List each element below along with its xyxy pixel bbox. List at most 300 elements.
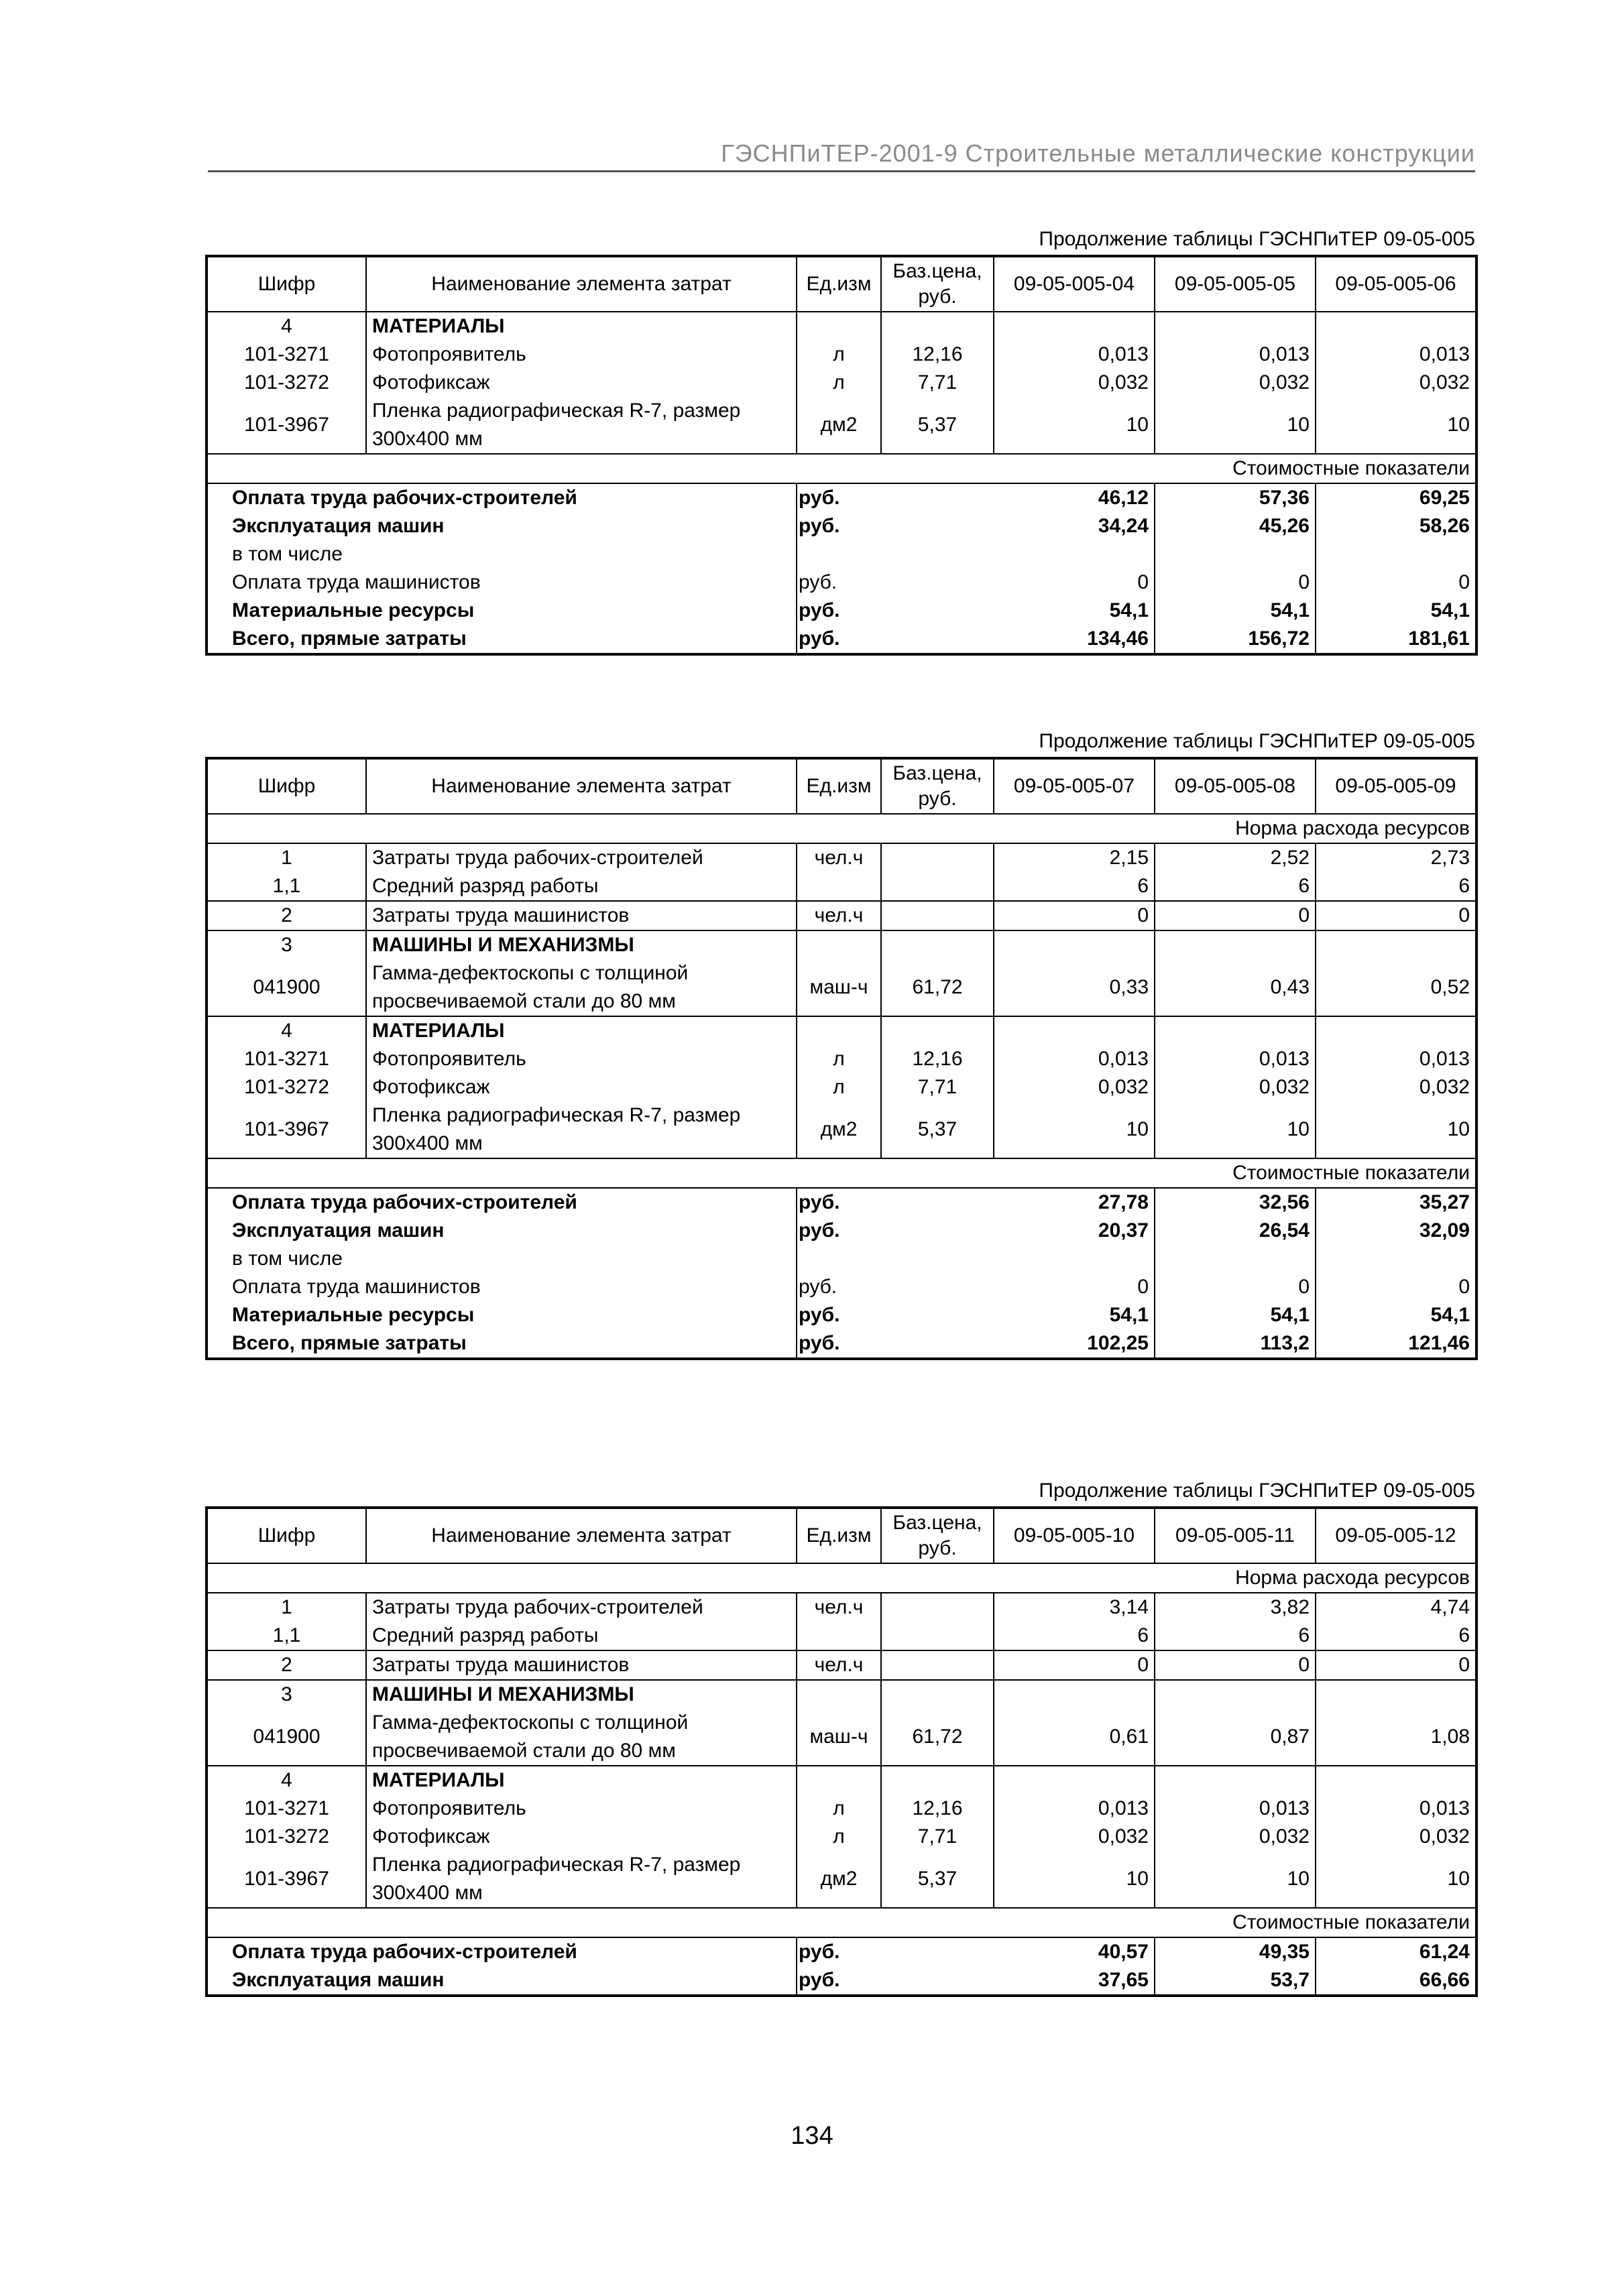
cost-unit: руб.: [799, 627, 840, 650]
cost-unit: руб.: [799, 1304, 840, 1326]
table-header-row: [207, 1508, 1476, 1563]
resource-value: 0,032: [1419, 1825, 1470, 1848]
cost-value: [1155, 1245, 1316, 1273]
cost-value: 40,57: [994, 1937, 1155, 1966]
resource-value: 6: [994, 872, 1155, 901]
resource-value: 2,15: [994, 843, 1155, 872]
resource-name: МАТЕРИАЛЫ: [366, 1016, 797, 1045]
resource-value: [1316, 312, 1476, 341]
resource-code: 041900: [207, 1709, 366, 1766]
table-3-caption: Продолжение таблицы ГЭСНПиТЕР 09-05-005: [1039, 1479, 1475, 1502]
cost-unit: руб.: [799, 1191, 840, 1213]
cost-value: 54,1: [1430, 599, 1470, 621]
resource-name: МАТЕРИАЛЫ: [366, 1766, 797, 1795]
cost-price-blank: [881, 1217, 994, 1245]
resource-value: 0,032: [1155, 369, 1316, 397]
resource-unit: маш-ч: [797, 1709, 881, 1766]
resource-code: 4: [207, 312, 366, 341]
cost-price-blank: [881, 1245, 994, 1273]
cost-value: 53,7: [1155, 1966, 1316, 1996]
resource-row: [207, 1823, 1476, 1851]
cost-row: [207, 1301, 1476, 1329]
cost-value: 61,24: [1419, 1941, 1470, 1963]
resource-value: [994, 1680, 1155, 1709]
resource-price: 12,16: [881, 1795, 994, 1823]
resource-code: 101-3967: [207, 397, 366, 454]
resource-value: 6: [1155, 1622, 1316, 1650]
resource-code: 3: [207, 1680, 366, 1709]
resource-price: [881, 312, 994, 341]
resource-value: [1155, 312, 1316, 341]
resource-price: [881, 1766, 994, 1795]
resource-row: [207, 1766, 1476, 1795]
col-price-header: Баз.цена, руб.: [881, 758, 994, 814]
resource-value: 10: [994, 1851, 1155, 1908]
resource-code: 2: [207, 1650, 366, 1680]
resource-row: [207, 369, 1476, 397]
resource-unit: дм2: [797, 1851, 881, 1908]
resource-value: 6: [994, 1622, 1155, 1650]
cost-value: 37,65: [994, 1966, 1155, 1996]
resource-value: 6: [1458, 1624, 1470, 1646]
resource-value: [994, 1766, 1155, 1795]
cost-value: [994, 540, 1155, 568]
cost-value: 27,78: [994, 1188, 1155, 1217]
resource-code: 101-3271: [207, 1795, 366, 1823]
resource-unit: л: [797, 1045, 881, 1073]
resource-code: 1,1: [207, 1622, 366, 1650]
resource-code: 101-3272: [207, 1073, 366, 1101]
resource-value: 6: [1155, 872, 1316, 901]
cost-row: [207, 1273, 1476, 1301]
section-cost-label: Стоимостные показатели: [207, 1158, 1476, 1188]
cost-value: 35,27: [1419, 1191, 1470, 1213]
resource-value: [1155, 930, 1316, 959]
resource-name: Гамма-дефектоскопы с толщиной просвечиваемой стали до 80 мм: [366, 1709, 797, 1766]
cost-value: 54,1: [1155, 1301, 1316, 1329]
resource-row: [207, 1016, 1476, 1045]
resource-row: [207, 959, 1476, 1016]
resource-value: 0,032: [1419, 371, 1470, 394]
resource-unit: [797, 1016, 881, 1045]
cost-value: 0: [1458, 571, 1470, 593]
cost-name: в том числе: [207, 540, 797, 568]
resource-value: 0,013: [1155, 341, 1316, 369]
col-name-header: Наименование элемента затрат: [366, 758, 797, 814]
resource-name: Средний разряд работы: [366, 872, 797, 901]
col-code-2-header: 09-05-005-05: [1155, 256, 1316, 312]
resource-code: 1: [207, 1593, 366, 1622]
resource-value: [1155, 1766, 1316, 1795]
cost-price-blank: [881, 625, 994, 654]
cost-row: [207, 512, 1476, 540]
resource-value: 0,032: [1419, 1076, 1470, 1098]
resource-unit: [797, 1680, 881, 1709]
cost-name: Эксплуатация машин: [207, 1966, 797, 1996]
cost-value: 134,46: [994, 625, 1155, 654]
section-cost-label: Стоимостные показатели: [207, 454, 1476, 483]
resource-value: 10: [1155, 1851, 1316, 1908]
resource-value: [1316, 1016, 1476, 1045]
resource-row: [207, 1851, 1476, 1908]
resource-value: 0,61: [994, 1709, 1155, 1766]
cost-price-blank: [881, 1301, 994, 1329]
section-cost-label: Стоимостные показатели: [207, 1908, 1476, 1937]
cost-value: 0: [1155, 1273, 1316, 1301]
resource-unit: чел.ч: [797, 843, 881, 872]
resource-value: [994, 312, 1155, 341]
cost-value: 32,09: [1419, 1219, 1470, 1242]
resource-name: МАШИНЫ И МЕХАНИЗМЫ: [366, 930, 797, 959]
resource-value: 2,52: [1155, 843, 1316, 872]
cost-name: Оплата труда машинистов: [207, 1273, 797, 1301]
resource-price: 61,72: [881, 1709, 994, 1766]
cost-row: [207, 1217, 1476, 1245]
resource-name: Фотопроявитель: [366, 1045, 797, 1073]
resource-row: [207, 1680, 1476, 1709]
resource-unit: л: [797, 1795, 881, 1823]
resource-name: МАТЕРИАЛЫ: [366, 312, 797, 341]
cost-price-blank: [881, 512, 994, 540]
resource-price: 12,16: [881, 1045, 994, 1073]
resource-unit: дм2: [797, 1101, 881, 1158]
resource-unit: л: [797, 1073, 881, 1101]
col-price-header: Баз.цена, руб.: [881, 1508, 994, 1563]
resource-name: Затраты труда машинистов: [366, 901, 797, 930]
resource-value: 1,08: [1430, 1726, 1470, 1748]
resource-value: 0,013: [1419, 1048, 1470, 1070]
resource-value: 0,52: [1430, 976, 1470, 998]
cost-price-blank: [881, 483, 994, 512]
section-row: [207, 454, 1476, 483]
resource-unit: чел.ч: [797, 1650, 881, 1680]
col-price-header: Баз.цена, руб.: [881, 256, 994, 312]
resource-value: [1155, 1680, 1316, 1709]
cost-value: 34,24: [994, 512, 1155, 540]
cost-name: Эксплуатация машин: [207, 512, 797, 540]
cost-unit: руб.: [799, 1332, 840, 1354]
cost-value: [1316, 1245, 1476, 1273]
resource-value: 10: [994, 397, 1155, 454]
resource-unit: [797, 1622, 881, 1650]
resource-code: 101-3271: [207, 1045, 366, 1073]
resource-price: [881, 930, 994, 959]
cost-value: 0: [1458, 1276, 1470, 1298]
resource-value: 2,73: [1316, 843, 1476, 872]
resource-name: Пленка радиографическая R-7, размер 300х400 мм: [366, 1851, 797, 1908]
cost-name: Оплата труда рабочих-строителей: [207, 483, 797, 512]
resource-name: Фотопроявитель: [366, 341, 797, 369]
resource-unit: чел.ч: [797, 1593, 881, 1622]
col-unit-header: Ед.изм: [797, 1508, 881, 1563]
cost-value: 69,25: [1419, 487, 1470, 509]
resource-code: 101-3271: [207, 341, 366, 369]
cost-unit: руб.: [799, 571, 837, 593]
col-unit-header: Ед.изм: [797, 758, 881, 814]
col-code-2-header: 09-05-005-08: [1155, 758, 1316, 814]
cost-unit: руб.: [799, 515, 840, 537]
resource-value: 0,013: [1155, 1045, 1316, 1073]
cost-value: 54,1: [994, 1301, 1155, 1329]
resource-price: [881, 901, 994, 930]
resource-value: 0,43: [1155, 959, 1316, 1016]
resource-price: [881, 843, 994, 872]
cost-name: Материальные ресурсы: [207, 597, 797, 625]
cost-value: 181,61: [1408, 627, 1470, 650]
col-code-3-header: 09-05-005-12: [1316, 1508, 1476, 1563]
resource-value: [1316, 1680, 1476, 1709]
cost-price-blank: [881, 1273, 994, 1301]
resource-value: 4,74: [1316, 1593, 1476, 1622]
resource-value: [1155, 1016, 1316, 1045]
col-code-2-header: 09-05-005-11: [1155, 1508, 1316, 1563]
resource-unit: [797, 312, 881, 341]
resource-price: [881, 872, 994, 901]
resource-row: [207, 1709, 1476, 1766]
cost-row: [207, 597, 1476, 625]
col-unit-header: Ед.изм: [797, 256, 881, 312]
resource-unit: [797, 872, 881, 901]
cost-row: [207, 1188, 1476, 1217]
resource-value: 0,87: [1155, 1709, 1316, 1766]
resource-code: 2: [207, 901, 366, 930]
cost-price-blank: [881, 1188, 994, 1217]
page-number: 134: [791, 2122, 833, 2150]
cost-row: [207, 1966, 1476, 1996]
resource-price: 5,37: [881, 1101, 994, 1158]
resource-price: 61,72: [881, 959, 994, 1016]
resource-unit: дм2: [797, 397, 881, 454]
resource-value: 0: [1316, 901, 1476, 930]
resource-name: Фотофиксаж: [366, 1823, 797, 1851]
cost-value: 57,36: [1155, 483, 1316, 512]
resource-value: 0: [1316, 1650, 1476, 1680]
resource-row: [207, 341, 1476, 369]
cost-value: 58,26: [1419, 515, 1470, 537]
cost-unit: руб.: [799, 1941, 840, 1963]
cost-unit: руб.: [799, 487, 840, 509]
resource-row: [207, 1593, 1476, 1622]
resource-name: Пленка радиографическая R-7, размер 300х400 мм: [366, 1101, 797, 1158]
cost-unit: руб.: [799, 1276, 837, 1298]
resource-code: 3: [207, 930, 366, 959]
cost-price-blank: [881, 1966, 994, 1996]
resource-price: [881, 1622, 994, 1650]
resource-value: 0,032: [1155, 1823, 1316, 1851]
resource-row: [207, 872, 1476, 901]
cost-row: [207, 1329, 1476, 1359]
cost-value: [994, 1245, 1155, 1273]
section-norm-label: Норма расхода ресурсов: [207, 1563, 1476, 1593]
resource-value: 0,032: [994, 369, 1155, 397]
resource-value: 10: [994, 1101, 1155, 1158]
resource-value: [1316, 1766, 1476, 1795]
cost-price-blank: [881, 568, 994, 597]
cost-name: в том числе: [207, 1245, 797, 1273]
resource-name: Фотофиксаж: [366, 369, 797, 397]
resource-row: [207, 1795, 1476, 1823]
resource-price: 5,37: [881, 397, 994, 454]
resource-unit: [797, 930, 881, 959]
resource-unit: л: [797, 369, 881, 397]
col-code-1-header: 09-05-005-04: [994, 256, 1155, 312]
resource-unit: чел.ч: [797, 901, 881, 930]
resource-row: [207, 397, 1476, 454]
resource-row: [207, 843, 1476, 872]
resource-name: Затраты труда рабочих-строителей: [366, 1593, 797, 1622]
cost-row: [207, 1937, 1476, 1966]
resource-row: [207, 312, 1476, 341]
resource-unit: л: [797, 1823, 881, 1851]
cost-name: Эксплуатация машин: [207, 1217, 797, 1245]
running-header: ГЭСНПиТЕР-2001-9 Строительные металлические конструкции: [208, 139, 1475, 172]
cost-value: 49,35: [1155, 1937, 1316, 1966]
col-code-1-header: 09-05-005-07: [994, 758, 1155, 814]
resource-value: 0: [1155, 1650, 1316, 1680]
resource-row: [207, 1073, 1476, 1101]
resource-name: Фотопроявитель: [366, 1795, 797, 1823]
resource-name: Пленка радиографическая R-7, размер 300х400 мм: [366, 397, 797, 454]
col-code-3-header: 09-05-005-09: [1316, 758, 1476, 814]
cost-value: 54,1: [994, 597, 1155, 625]
cost-value: 45,26: [1155, 512, 1316, 540]
cost-value: [1316, 540, 1476, 568]
cost-row: [207, 625, 1476, 654]
table-3: [205, 1506, 1478, 1997]
resource-value: [994, 930, 1155, 959]
resource-unit: [797, 1766, 881, 1795]
resource-value: 10: [1447, 1868, 1470, 1890]
resource-value: 0: [994, 901, 1155, 930]
cost-price-blank: [881, 540, 994, 568]
cost-value: 102,25: [994, 1329, 1155, 1359]
resource-price: 12,16: [881, 341, 994, 369]
resource-row: [207, 1101, 1476, 1158]
resource-unit: маш-ч: [797, 959, 881, 1016]
table-header-row: [207, 256, 1476, 312]
resource-row: [207, 930, 1476, 959]
resource-code: 4: [207, 1766, 366, 1795]
resource-value: 0,013: [994, 1795, 1155, 1823]
resource-value: 3,82: [1155, 1593, 1316, 1622]
resource-price: [881, 1650, 994, 1680]
section-row: [207, 1158, 1476, 1188]
cost-value: 54,1: [1430, 1304, 1470, 1326]
resource-row: [207, 1045, 1476, 1073]
cost-unit: руб.: [799, 1219, 840, 1242]
cost-value: [1155, 540, 1316, 568]
cost-unit: руб.: [799, 1969, 840, 1991]
cost-value: 20,37: [994, 1217, 1155, 1245]
table-2: [205, 757, 1478, 1360]
resource-price: 7,71: [881, 1073, 994, 1101]
section-row: [207, 1908, 1476, 1937]
col-name-header: Наименование элемента затрат: [366, 256, 797, 312]
cost-price-blank: [881, 1329, 994, 1359]
resource-code: 041900: [207, 959, 366, 1016]
cost-value: 66,66: [1419, 1969, 1470, 1991]
resource-value: 0,013: [994, 1045, 1155, 1073]
resource-value: 10: [1447, 1118, 1470, 1140]
resource-row: [207, 1650, 1476, 1680]
table-1-caption: Продолжение таблицы ГЭСНПиТЕР 09-05-005: [1039, 228, 1475, 250]
col-code-header: Шифр: [207, 758, 366, 814]
cost-row: [207, 540, 1476, 568]
resource-name: Гамма-дефектоскопы с толщиной просвечиваемой стали до 80 мм: [366, 959, 797, 1016]
cost-value: 121,46: [1408, 1332, 1470, 1354]
resource-code: 101-3967: [207, 1101, 366, 1158]
resource-row: [207, 1622, 1476, 1650]
resource-value: 0,013: [1419, 1797, 1470, 1819]
section-row: [207, 814, 1476, 843]
resource-value: 10: [1155, 397, 1316, 454]
cost-row: [207, 1245, 1476, 1273]
resource-value: [1316, 930, 1476, 959]
cost-value: 32,56: [1155, 1188, 1316, 1217]
col-code-1-header: 09-05-005-10: [994, 1508, 1155, 1563]
resource-code: 101-3272: [207, 369, 366, 397]
resource-value: 0,032: [994, 1823, 1155, 1851]
table-1: [205, 255, 1478, 656]
resource-price: [881, 1680, 994, 1709]
cost-unit: руб.: [799, 599, 840, 621]
col-code-3-header: 09-05-005-06: [1316, 256, 1476, 312]
cost-price-blank: [881, 1937, 994, 1966]
resource-price: 7,71: [881, 1823, 994, 1851]
cost-unit: [797, 540, 881, 568]
cost-value: 0: [994, 1273, 1155, 1301]
cost-name: Всего, прямые затраты: [207, 625, 797, 654]
resource-value: 3,14: [994, 1593, 1155, 1622]
cost-value: 156,72: [1155, 625, 1316, 654]
resource-row: [207, 901, 1476, 930]
cost-value: 0: [1155, 568, 1316, 597]
resource-value: 0,013: [994, 341, 1155, 369]
section-row: [207, 1563, 1476, 1593]
cost-row: [207, 483, 1476, 512]
resource-code: 101-3272: [207, 1823, 366, 1851]
cost-row: [207, 568, 1476, 597]
cost-price-blank: [881, 597, 994, 625]
resource-name: Затраты труда рабочих-строителей: [366, 843, 797, 872]
cost-unit: [797, 1245, 881, 1273]
resource-price: 5,37: [881, 1851, 994, 1908]
table-header-row: [207, 758, 1476, 814]
cost-value: 0: [994, 568, 1155, 597]
col-name-header: Наименование элемента затрат: [366, 1508, 797, 1563]
resource-code: 101-3967: [207, 1851, 366, 1908]
section-norm-label: Норма расхода ресурсов: [207, 814, 1476, 843]
col-code-header: Шифр: [207, 256, 366, 312]
cost-name: Материальные ресурсы: [207, 1301, 797, 1329]
resource-value: 0,013: [1419, 343, 1470, 365]
resource-value: 0,33: [994, 959, 1155, 1016]
resource-name: Средний разряд работы: [366, 1622, 797, 1650]
resource-code: 1,1: [207, 872, 366, 901]
resource-name: Затраты труда машинистов: [366, 1650, 797, 1680]
resource-price: 7,71: [881, 369, 994, 397]
resource-name: Фотофиксаж: [366, 1073, 797, 1101]
cost-name: Оплата труда машинистов: [207, 568, 797, 597]
cost-name: Оплата труда рабочих-строителей: [207, 1937, 797, 1966]
cost-value: 54,1: [1155, 597, 1316, 625]
resource-unit: л: [797, 341, 881, 369]
resource-value: 0: [994, 1650, 1155, 1680]
resource-value: 10: [1155, 1101, 1316, 1158]
resource-value: 0,013: [1155, 1795, 1316, 1823]
cost-value: 26,54: [1155, 1217, 1316, 1245]
resource-price: [881, 1593, 994, 1622]
